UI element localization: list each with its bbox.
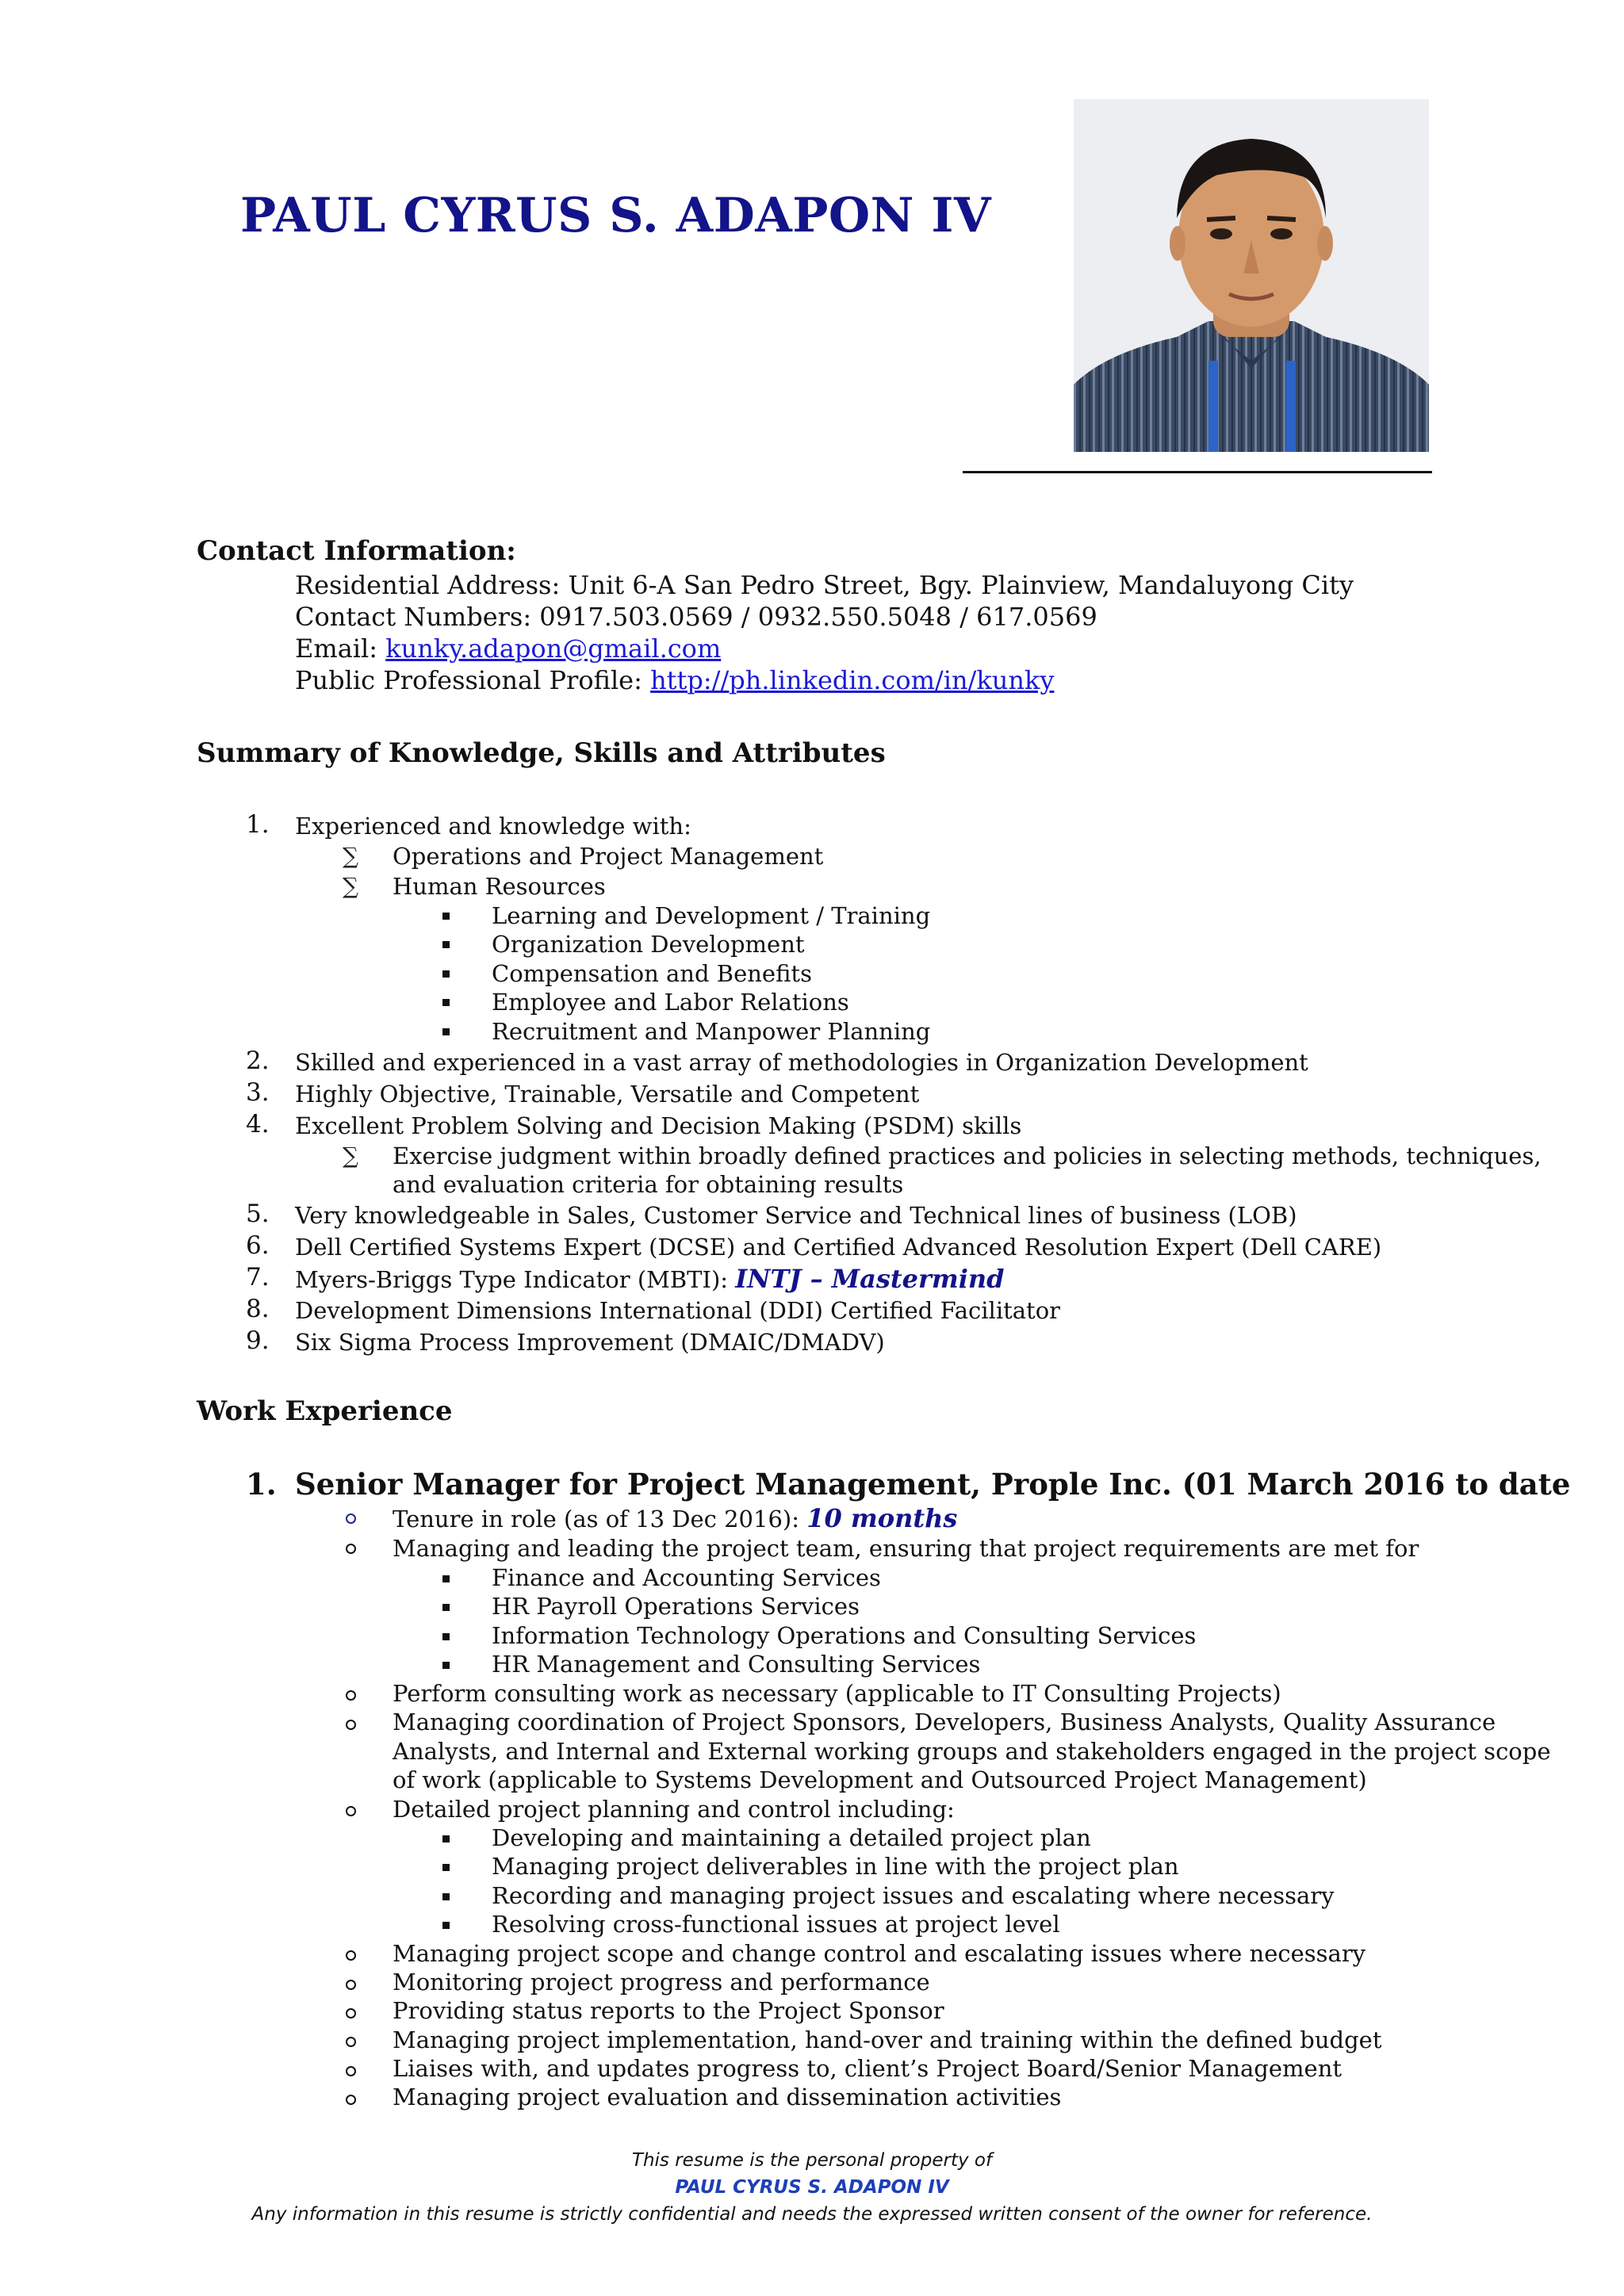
- circle-bullet-icon: [346, 1950, 356, 1961]
- planning-item: Resolving cross-functional issues at project level: [492, 1911, 1060, 1938]
- mbti-type: INTJ – Mastermind: [735, 1264, 1005, 1294]
- duty-item: Managing coordination of Project Sponsors, Developers, Business Analysts, Quality Assurance: [393, 1709, 1496, 1735]
- duty-item: Monitoring project progress and performance: [393, 1969, 930, 1996]
- circle-bullet-icon: [346, 2095, 356, 2105]
- tenure-value: 10 months: [806, 1503, 958, 1533]
- service-item: HR Management and Consulting Services: [492, 1651, 981, 1678]
- phone-line: [295, 601, 1354, 633]
- square-bullet-icon: [442, 941, 450, 948]
- phone-value: 0917.503.0569 / 0932.550.5048 / 617.0569: [539, 602, 1097, 632]
- header-divider: [963, 471, 1432, 473]
- tenure-line: [393, 1503, 957, 1533]
- planning-item: Managing project deliverables in line with the project plan: [492, 1853, 1179, 1880]
- job-number: 1.: [246, 1467, 277, 1502]
- sigma-bullet-icon: ∑: [343, 1142, 358, 1169]
- square-bullet-icon: [442, 1893, 450, 1900]
- square-bullet-icon: [442, 1604, 450, 1611]
- hr-item: Recruitment and Manpower Planning: [492, 1018, 931, 1045]
- summary-item: Dell Certified Systems Expert (DCSE) and Certified Advanced Resolution Expert (Dell CARE): [295, 1234, 1382, 1261]
- duty-item-cont: Analysts, and Internal and External working groups and stakeholders engaged in the project scope: [393, 1738, 1551, 1765]
- duty-item: Providing status reports to the Project Sponsor: [393, 1997, 944, 2024]
- list-number: 9.: [246, 1326, 270, 1355]
- summary-item: [295, 1264, 1005, 1294]
- square-bullet-icon: [442, 1662, 450, 1669]
- circle-bullet-icon: [346, 1690, 356, 1701]
- email-line: [295, 633, 1354, 664]
- list-number: 7.: [246, 1263, 270, 1292]
- list-number: 4.: [246, 1110, 270, 1138]
- address-line: [295, 569, 1354, 601]
- sigma-bullet-icon: ∑: [343, 843, 358, 869]
- summary-subitem-cont: and evaluation criteria for obtaining results: [393, 1171, 904, 1198]
- profile-label: Public Professional Profile:: [295, 665, 651, 695]
- duty-item-cont: of work (applicable to Systems Development and Outsourced Project Management): [393, 1766, 1367, 1793]
- summary-item: Excellent Problem Solving and Decision Making (PSDM) skills: [295, 1112, 1022, 1139]
- duty-item: Managing project scope and change control and escalating issues where necessary: [393, 1940, 1366, 1967]
- square-bullet-icon: [442, 1028, 450, 1035]
- square-bullet-icon: [442, 1835, 450, 1843]
- phone-label: Contact Numbers:: [295, 602, 540, 632]
- job-title: Senior Manager for Project Management, Prople Inc. (01 March 2016 to date: [295, 1467, 1571, 1502]
- email-link[interactable]: kunky.adapon@gmail.com: [385, 633, 722, 664]
- planning-item: Recording and managing project issues and escalating where necessary: [492, 1882, 1335, 1909]
- list-number: 8.: [246, 1295, 270, 1323]
- circle-bullet-icon: [346, 2037, 356, 2047]
- circle-bullet-icon: [346, 1544, 356, 1554]
- address-value: Unit 6-A San Pedro Street, Bgy. Plainview, Mandaluyong City: [568, 570, 1354, 600]
- summary-item: Six Sigma Process Improvement (DMAIC/DMADV): [295, 1329, 885, 1356]
- square-bullet-icon: [442, 1633, 450, 1640]
- footer-line-1: This resume is the personal property of: [631, 2150, 993, 2171]
- list-number: 3.: [246, 1078, 270, 1107]
- summary-item: Very knowledgeable in Sales, Customer Service and Technical lines of business (LOB): [295, 1202, 1297, 1229]
- footer-owner: [0, 2177, 1624, 2198]
- circle-bullet-icon: [346, 2008, 356, 2019]
- mbti-label: Myers-Briggs Type Indicator (MBTI):: [295, 1266, 736, 1293]
- duty-item: Perform consulting work as necessary (applicable to IT Consulting Projects): [393, 1680, 1281, 1707]
- planning-item: Developing and maintaining a detailed project plan: [492, 1824, 1091, 1851]
- summary-subitem: Human Resources: [393, 873, 606, 900]
- list-number: 1.: [246, 810, 270, 839]
- work-heading: Work Experience: [197, 1395, 453, 1427]
- duty-item: Liaises with, and updates progress to, client’s Project Board/Senior Management: [393, 2055, 1342, 2082]
- summary-heading: Summary of Knowledge, Skills and Attributes: [197, 737, 886, 769]
- footer-owner-name: PAUL CYRUS S. ADAPON IV: [675, 2177, 949, 2198]
- hr-item: Organization Development: [492, 931, 805, 958]
- list-number: 6.: [246, 1231, 270, 1260]
- footer-line-3: Any information in this resume is strictly confidential and needs the expressed written consent of the owner for reference.: [251, 2204, 1373, 2225]
- circle-bullet-icon: [346, 1720, 356, 1730]
- summary-item: Skilled and experienced in a vast array of methodologies in Organization Development: [295, 1049, 1308, 1076]
- square-bullet-icon: [442, 1575, 450, 1582]
- circle-bullet-icon: [346, 2066, 356, 2076]
- tenure-label: Tenure in role (as of 13 Dec 2016):: [393, 1506, 807, 1533]
- circle-bullet-icon: [346, 1513, 356, 1524]
- resume-name: PAUL CYRUS S. ADAPON IV: [240, 188, 992, 243]
- service-item: HR Payroll Operations Services: [492, 1593, 860, 1620]
- square-bullet-icon: [442, 1864, 450, 1871]
- address-label: Residential Address:: [295, 570, 569, 600]
- hr-item: Compensation and Benefits: [492, 960, 812, 987]
- circle-bullet-icon: [346, 1806, 356, 1816]
- contact-heading: Contact Information:: [197, 535, 516, 567]
- duty-item: Managing project evaluation and dissemination activities: [393, 2084, 1062, 2110]
- summary-subitem: Operations and Project Management: [393, 843, 824, 870]
- duty-item: Managing and leading the project team, ensuring that project requirements are met for: [393, 1535, 1419, 1562]
- square-bullet-icon: [442, 913, 450, 920]
- profile-line: [295, 664, 1354, 696]
- summary-item: Experienced and knowledge with:: [295, 813, 691, 840]
- summary-item: Development Dimensions International (DDI) Certified Facilitator: [295, 1297, 1061, 1324]
- duty-item: Detailed project planning and control including:: [393, 1796, 955, 1823]
- contact-block: [295, 569, 1354, 696]
- summary-item: Highly Objective, Trainable, Versatile and Competent: [295, 1081, 920, 1108]
- circle-bullet-icon: [346, 1980, 356, 1990]
- hr-item: Learning and Development / Training: [492, 902, 931, 929]
- linkedin-link[interactable]: http://ph.linkedin.com/in/kunky: [650, 665, 1055, 695]
- hr-item: Employee and Labor Relations: [492, 989, 849, 1016]
- square-bullet-icon: [442, 970, 450, 978]
- service-item: Finance and Accounting Services: [492, 1564, 881, 1591]
- profile-photo: [1074, 99, 1429, 452]
- square-bullet-icon: [442, 1922, 450, 1929]
- email-label: Email:: [295, 633, 386, 664]
- square-bullet-icon: [442, 999, 450, 1006]
- list-number: 5.: [246, 1200, 270, 1228]
- summary-subitem: Exercise judgment within broadly defined practices and policies in selecting methods, techniques,: [393, 1142, 1542, 1169]
- list-number: 2.: [246, 1047, 270, 1075]
- sigma-bullet-icon: ∑: [343, 873, 358, 899]
- service-item: Information Technology Operations and Consulting Services: [492, 1622, 1197, 1649]
- duty-item: Managing project implementation, hand-over and training within the defined budget: [393, 2026, 1382, 2053]
